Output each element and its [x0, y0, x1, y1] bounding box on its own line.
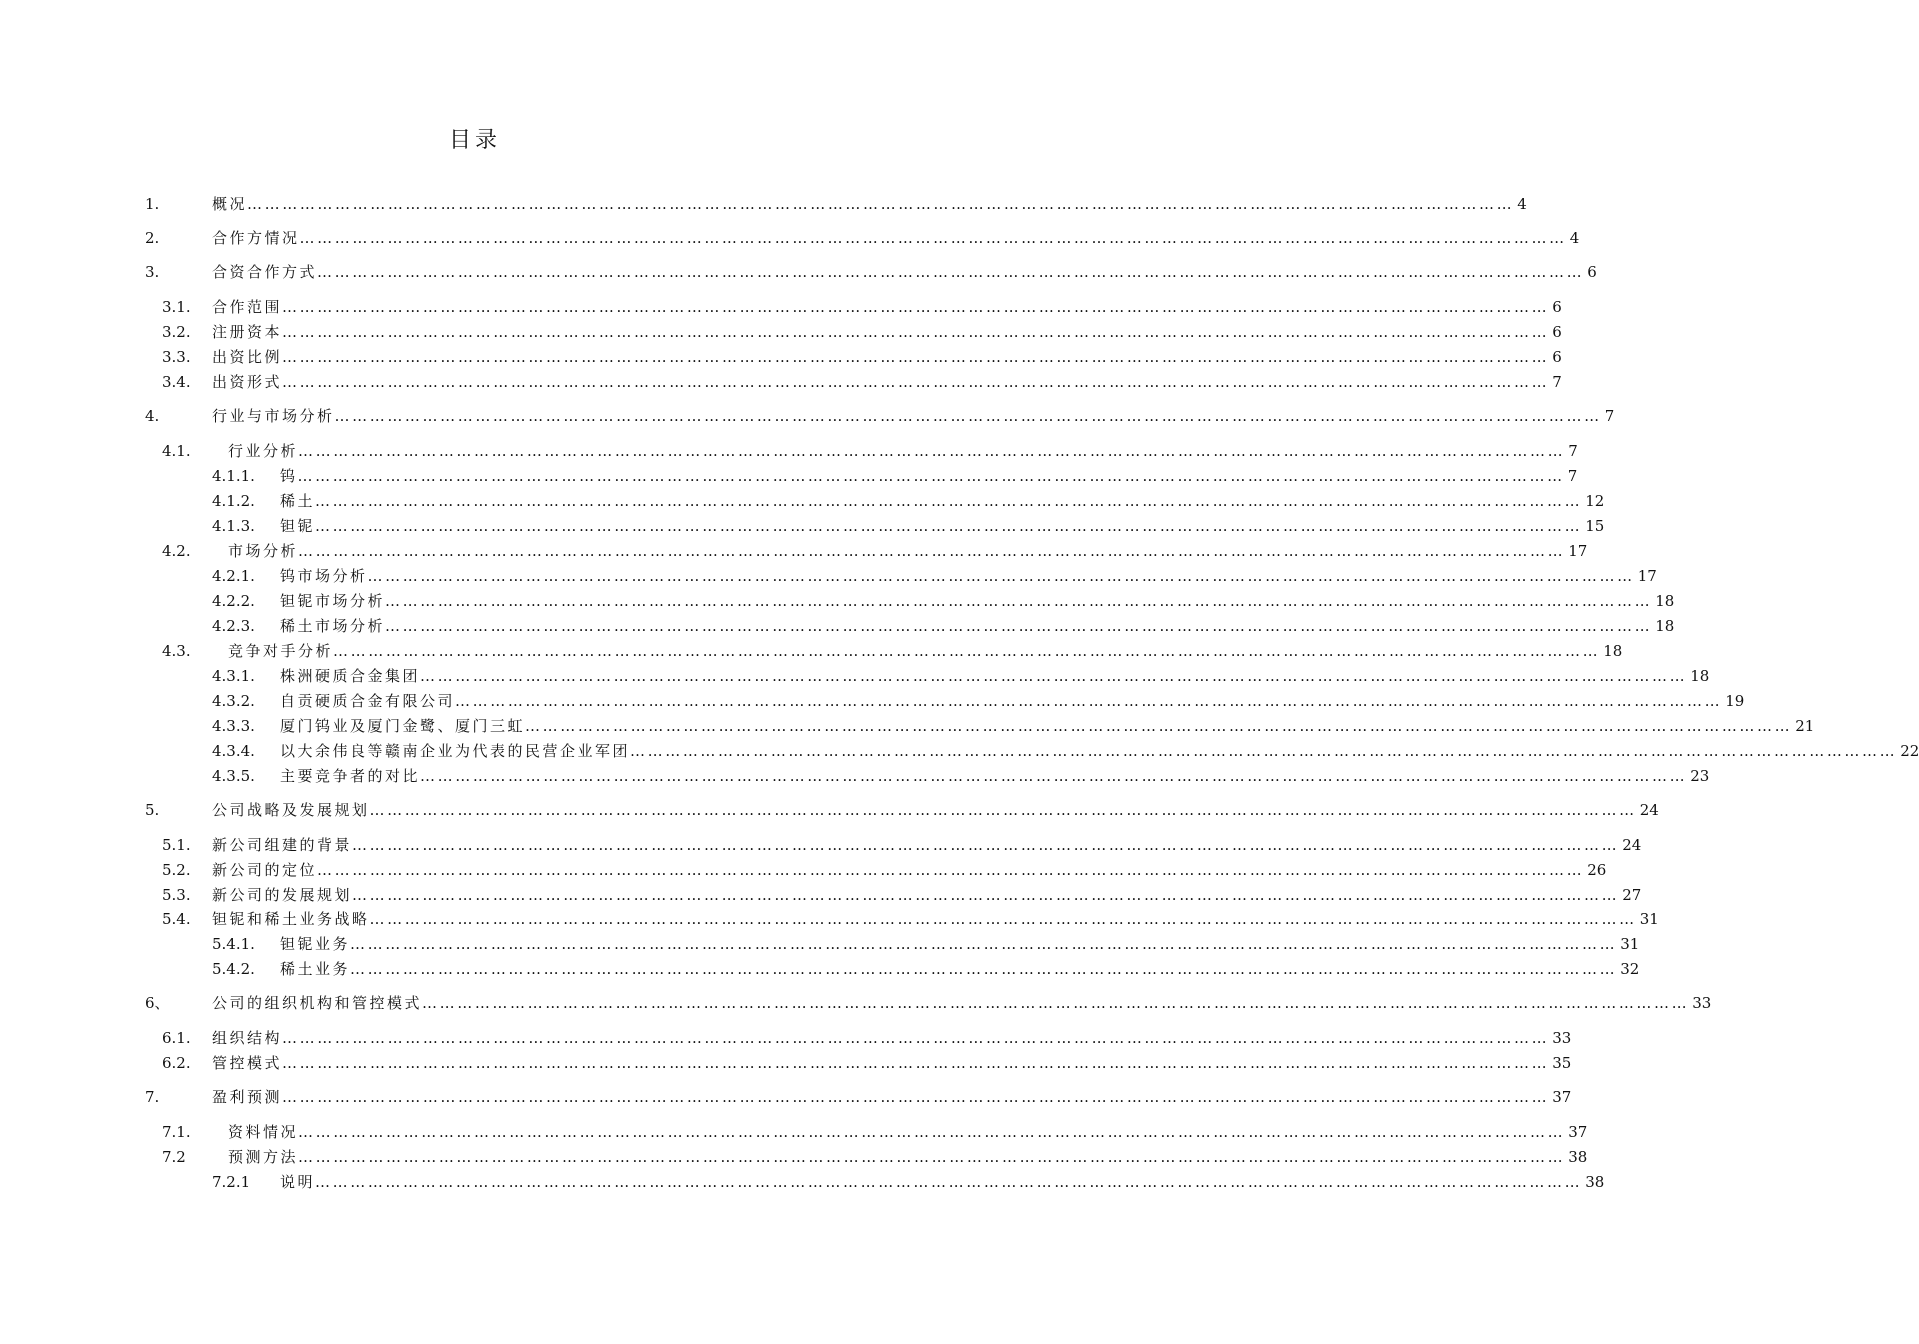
- toc-leader-dots: ………………………………………………………………………………………………………………………………………………………………………………………………: [352, 886, 1620, 904]
- toc-entry-number: 4.2.1.: [212, 567, 255, 585]
- toc-entry-page-number: 17: [1568, 542, 1588, 560]
- toc-leader-dots: ………………………………………………………………………………………………………………………………………………………………………………………………: [367, 567, 1635, 585]
- toc-entry-label: 说明: [280, 1173, 316, 1191]
- toc-entry-number: 4.2.2.: [212, 592, 255, 610]
- toc-entry-number: 4.3.3.: [212, 717, 255, 735]
- toc-entry-number: 4.3.: [162, 642, 191, 660]
- toc-entry-label: 资料情况: [228, 1123, 299, 1141]
- toc-entry-number: 4.1.1.: [212, 467, 255, 485]
- toc-leader-dots: ………………………………………………………………………………………………………………………………………………………………………………………………: [525, 717, 1793, 735]
- toc-entry-label: 公司战略及发展规划: [212, 801, 370, 819]
- toc-entry-label: 概况: [212, 195, 248, 213]
- toc-leader-dots: ………………………………………………………………………………………………………………………………………………………………………………………………: [630, 742, 1898, 760]
- toc-entry-page-number: 24: [1639, 801, 1659, 819]
- toc-entry-number: 7.2: [162, 1148, 186, 1166]
- toc-entry-page-number: 4: [1517, 195, 1527, 213]
- toc-entry-label: 合作范围: [212, 298, 283, 316]
- toc-leader-dots: ………………………………………………………………………………………………………………………………………………………………………………………………: [369, 801, 1637, 819]
- toc-entry-label: 合作方情况: [212, 229, 300, 247]
- toc-entry-number: 5.3.: [162, 886, 191, 904]
- toc-entry-number: 4.1.: [162, 442, 191, 460]
- toc-leader-dots: ………………………………………………………………………………………………………………………………………………………………………………………………: [282, 298, 1550, 316]
- toc-leader-dots: ………………………………………………………………………………………………………………………………………………………………………………………………: [315, 1173, 1583, 1191]
- toc-entry-label: 自贡硬质合金有限公司: [280, 692, 456, 710]
- toc-leader-dots: ………………………………………………………………………………………………………………………………………………………………………………………………: [420, 667, 1688, 685]
- toc-entry-page-number: 33: [1552, 1029, 1572, 1047]
- toc-entry-label: 组织结构: [212, 1029, 283, 1047]
- toc-leader-dots: ………………………………………………………………………………………………………………………………………………………………………………………………: [455, 692, 1723, 710]
- toc-entry-label: 株洲硬质合金集团: [280, 667, 421, 685]
- toc-entry-page-number: 12: [1585, 492, 1605, 510]
- toc-entry-page-number: 6: [1552, 348, 1562, 366]
- toc-entry-number: 4.3.2.: [212, 692, 255, 710]
- toc-entry[interactable]: [162, 440, 1578, 462]
- toc-entry[interactable]: [212, 958, 1640, 980]
- toc-leader-dots: ………………………………………………………………………………………………………………………………………………………………………………………………: [420, 767, 1688, 785]
- toc-entry[interactable]: [145, 227, 1580, 249]
- toc-entry-page-number: 32: [1620, 960, 1640, 978]
- toc-leader-dots: ………………………………………………………………………………………………………………………………………………………………………………………………: [350, 935, 1618, 953]
- toc-entry-label: 稀土业务: [280, 960, 351, 978]
- toc-entry-number: 3.: [145, 263, 160, 281]
- toc-entry-page-number: 18: [1690, 667, 1710, 685]
- toc-entry-label: 钨市场分析: [280, 567, 368, 585]
- toc-entry-number: 1.: [145, 195, 160, 213]
- toc-leader-dots: ………………………………………………………………………………………………………………………………………………………………………………………………: [247, 195, 1515, 213]
- toc-leader-dots: ………………………………………………………………………………………………………………………………………………………………………………………………: [315, 492, 1583, 510]
- toc-entry-page-number: 24: [1622, 836, 1642, 854]
- toc-entry[interactable]: [162, 540, 1588, 562]
- toc-entry[interactable]: [212, 933, 1640, 955]
- toc-entry[interactable]: [162, 1146, 1588, 1168]
- toc-entry-page-number: 37: [1568, 1123, 1588, 1141]
- toc-leader-dots: ………………………………………………………………………………………………………………………………………………………………………………………………: [282, 348, 1550, 366]
- toc-entry[interactable]: [145, 405, 1615, 427]
- toc-entry-number: 4.1.2.: [212, 492, 255, 510]
- toc-entry-page-number: 31: [1639, 910, 1659, 928]
- toc-leader-dots: ………………………………………………………………………………………………………………………………………………………………………………………………: [352, 836, 1620, 854]
- toc-entry-number: 5.4.: [162, 910, 191, 928]
- toc-leader-dots: ………………………………………………………………………………………………………………………………………………………………………………………………: [317, 861, 1585, 879]
- toc-entry-page-number: 37: [1552, 1088, 1572, 1106]
- toc-entry-number: 5.2.: [162, 861, 191, 879]
- toc-entry[interactable]: [212, 490, 1605, 512]
- toc-entry-label: 新公司的发展规划: [212, 886, 353, 904]
- toc-entry[interactable]: [212, 590, 1675, 612]
- toc-entry-label: 合资合作方式: [212, 263, 318, 281]
- toc-leader-dots: ………………………………………………………………………………………………………………………………………………………………………………………………: [350, 960, 1618, 978]
- toc-entry[interactable]: [212, 515, 1605, 537]
- toc-entry-page-number: 23: [1690, 767, 1710, 785]
- toc-entry[interactable]: [212, 740, 1919, 762]
- toc-entry-label: 主要竞争者的对比: [280, 767, 421, 785]
- toc-leader-dots: ………………………………………………………………………………………………………………………………………………………………………………………………: [282, 1088, 1550, 1106]
- toc-entry[interactable]: [145, 1086, 1572, 1108]
- toc-leader-dots: ………………………………………………………………………………………………………………………………………………………………………………………………: [298, 1148, 1566, 1166]
- toc-entry[interactable]: [162, 1027, 1572, 1049]
- toc-entry-label: 竞争对手分析: [228, 642, 334, 660]
- page-title: 目录: [448, 128, 501, 153]
- toc-entry-page-number: 18: [1603, 642, 1623, 660]
- toc-entry-label: 市场分析: [228, 542, 299, 560]
- toc-entry[interactable]: [162, 834, 1642, 856]
- toc-entry-number: 4.3.5.: [212, 767, 255, 785]
- toc-entry-number: 6.2.: [162, 1054, 191, 1072]
- toc-entry-number: 6、: [145, 994, 170, 1012]
- toc-entry-number: 5.: [145, 801, 160, 819]
- toc-entry[interactable]: [212, 615, 1675, 637]
- toc-entry[interactable]: [212, 565, 1657, 587]
- toc-entry-number: 7.2.1: [212, 1173, 251, 1191]
- toc-entry-label: 出资形式: [212, 373, 283, 391]
- toc-leader-dots: ………………………………………………………………………………………………………………………………………………………………………………………………: [385, 617, 1653, 635]
- toc-entry-page-number: 21: [1795, 717, 1815, 735]
- toc-entry-label: 出资比例: [212, 348, 283, 366]
- toc-entry-page-number: 22: [1900, 742, 1919, 760]
- toc-entry-label: 预测方法: [228, 1148, 299, 1166]
- toc-entry[interactable]: [162, 859, 1607, 881]
- toc-entry-page-number: 6: [1552, 298, 1562, 316]
- toc-leader-dots: ………………………………………………………………………………………………………………………………………………………………………………………………: [333, 642, 1601, 660]
- toc-entry-number: 4.3.4.: [212, 742, 255, 760]
- toc-entry-number: 4.2.: [162, 542, 191, 560]
- toc-entry-number: 4.2.3.: [212, 617, 255, 635]
- toc-entry[interactable]: [162, 908, 1659, 930]
- toc-entry-page-number: 31: [1620, 935, 1640, 953]
- toc-entry-number: 5.4.1.: [212, 935, 255, 953]
- toc-leader-dots: ………………………………………………………………………………………………………………………………………………………………………………………………: [334, 407, 1602, 425]
- toc-entry[interactable]: [162, 1121, 1588, 1143]
- toc-entry-page-number: 7: [1552, 373, 1562, 391]
- toc-entry-page-number: 35: [1552, 1054, 1572, 1072]
- toc-entry-page-number: 18: [1655, 592, 1675, 610]
- toc-entry-number: 7.: [145, 1088, 160, 1106]
- toc-entry[interactable]: [145, 992, 1712, 1014]
- toc-leader-dots: ………………………………………………………………………………………………………………………………………………………………………………………………: [317, 263, 1585, 281]
- toc-entry-label: 盈利预测: [212, 1088, 283, 1106]
- toc-entry-label: 管控模式: [212, 1054, 283, 1072]
- toc-entry-label: 新公司组建的背景: [212, 836, 353, 854]
- toc-entry[interactable]: [162, 640, 1623, 662]
- toc-entry-number: 7.1.: [162, 1123, 191, 1141]
- toc-leader-dots: ………………………………………………………………………………………………………………………………………………………………………………………………: [298, 442, 1566, 460]
- toc-leader-dots: ………………………………………………………………………………………………………………………………………………………………………………………………: [385, 592, 1653, 610]
- toc-entry-number: 4.3.1.: [212, 667, 255, 685]
- toc-entry-label: 新公司的定位: [212, 861, 318, 879]
- toc-entry[interactable]: [162, 346, 1562, 368]
- toc-leader-dots: ………………………………………………………………………………………………………………………………………………………………………………………………: [282, 1054, 1550, 1072]
- toc-entry-label: 行业分析: [228, 442, 299, 460]
- toc-entry-label: 以大余伟良等赣南企业为代表的民营企业军团: [280, 742, 631, 760]
- toc-entry-label: 钽铌: [280, 517, 316, 535]
- toc-entry-label: 钨: [280, 467, 298, 485]
- toc-entry-page-number: 6: [1552, 323, 1562, 341]
- toc-leader-dots: ………………………………………………………………………………………………………………………………………………………………………………………………: [422, 994, 1690, 1012]
- toc-entry-number: 3.2.: [162, 323, 191, 341]
- toc-leader-dots: ………………………………………………………………………………………………………………………………………………………………………………………………: [282, 323, 1550, 341]
- toc-entry[interactable]: [162, 371, 1562, 393]
- toc-leader-dots: ………………………………………………………………………………………………………………………………………………………………………………………………: [315, 517, 1583, 535]
- toc-entry-page-number: 7: [1568, 442, 1578, 460]
- toc-entry-page-number: 33: [1692, 994, 1712, 1012]
- toc-entry-number: 3.3.: [162, 348, 191, 366]
- toc-entry-number: 6.1.: [162, 1029, 191, 1047]
- toc-entry-label: 行业与市场分析: [212, 407, 335, 425]
- toc-entry[interactable]: [162, 884, 1642, 906]
- toc-entry[interactable]: [162, 321, 1562, 343]
- toc-entry-number: 3.4.: [162, 373, 191, 391]
- toc-entry[interactable]: [212, 1171, 1605, 1193]
- toc-entry-label: 钽铌业务: [280, 935, 351, 953]
- toc-entry[interactable]: [162, 296, 1562, 318]
- toc-entry[interactable]: [145, 193, 1527, 215]
- toc-entry-page-number: 6: [1587, 263, 1597, 281]
- toc-entry-label: 稀土市场分析: [280, 617, 386, 635]
- toc-entry-page-number: 4: [1569, 229, 1580, 247]
- toc-entry[interactable]: [162, 1052, 1572, 1074]
- toc-leader-dots: ………………………………………………………………………………………………………………………………………………………………………………………………: [298, 542, 1566, 560]
- toc-entry-label: 公司的组织机构和管控模式: [212, 994, 423, 1012]
- toc-leader-dots: ………………………………………………………………………………………………………………………………………………………………………………………………: [282, 373, 1550, 391]
- toc-entry[interactable]: [212, 715, 1815, 737]
- toc-entry-number: 4.1.3.: [212, 517, 255, 535]
- toc-entry-number: 5.1.: [162, 836, 191, 854]
- toc-entry-page-number: 15: [1585, 517, 1605, 535]
- toc-entry-label: 钽铌和稀土业务战略: [212, 910, 370, 928]
- toc-entry-number: 2.: [145, 229, 160, 247]
- toc-entry[interactable]: [212, 665, 1710, 687]
- toc-entry-number: 4.: [145, 407, 160, 425]
- toc-entry-page-number: 7: [1604, 407, 1615, 425]
- toc-entry-page-number: 19: [1725, 692, 1745, 710]
- toc-entry-label: 稀土: [280, 492, 316, 510]
- toc-entry-number: 5.4.2.: [212, 960, 255, 978]
- toc-entry[interactable]: [212, 690, 1745, 712]
- toc-leader-dots: ………………………………………………………………………………………………………………………………………………………………………………………………: [298, 1123, 1566, 1141]
- toc-entry-label: 钽铌市场分析: [280, 592, 386, 610]
- toc-entry-number: 3.1.: [162, 298, 191, 316]
- toc-entry-page-number: 38: [1585, 1173, 1605, 1191]
- toc-entry[interactable]: [145, 799, 1659, 821]
- toc-entry[interactable]: [212, 465, 1578, 487]
- toc-entry[interactable]: [212, 765, 1710, 787]
- toc-leader-dots: ………………………………………………………………………………………………………………………………………………………………………………………………: [369, 910, 1637, 928]
- toc-leader-dots: ………………………………………………………………………………………………………………………………………………………………………………………………: [299, 229, 1567, 247]
- toc-entry-label: 注册资本: [212, 323, 283, 341]
- toc-entry[interactable]: [145, 261, 1597, 283]
- toc-leader-dots: ………………………………………………………………………………………………………………………………………………………………………………………………: [297, 467, 1565, 485]
- toc-entry-page-number: 27: [1622, 886, 1642, 904]
- toc-entry-page-number: 18: [1655, 617, 1675, 635]
- toc-entry-page-number: 26: [1587, 861, 1607, 879]
- toc-leader-dots: ………………………………………………………………………………………………………………………………………………………………………………………………: [282, 1029, 1550, 1047]
- toc-entry-page-number: 17: [1637, 567, 1657, 585]
- toc-entry-label: 厦门钨业及厦门金鹭、厦门三虹: [280, 717, 526, 735]
- toc-entry-page-number: 38: [1568, 1148, 1588, 1166]
- toc-entry-page-number: 7: [1567, 467, 1578, 485]
